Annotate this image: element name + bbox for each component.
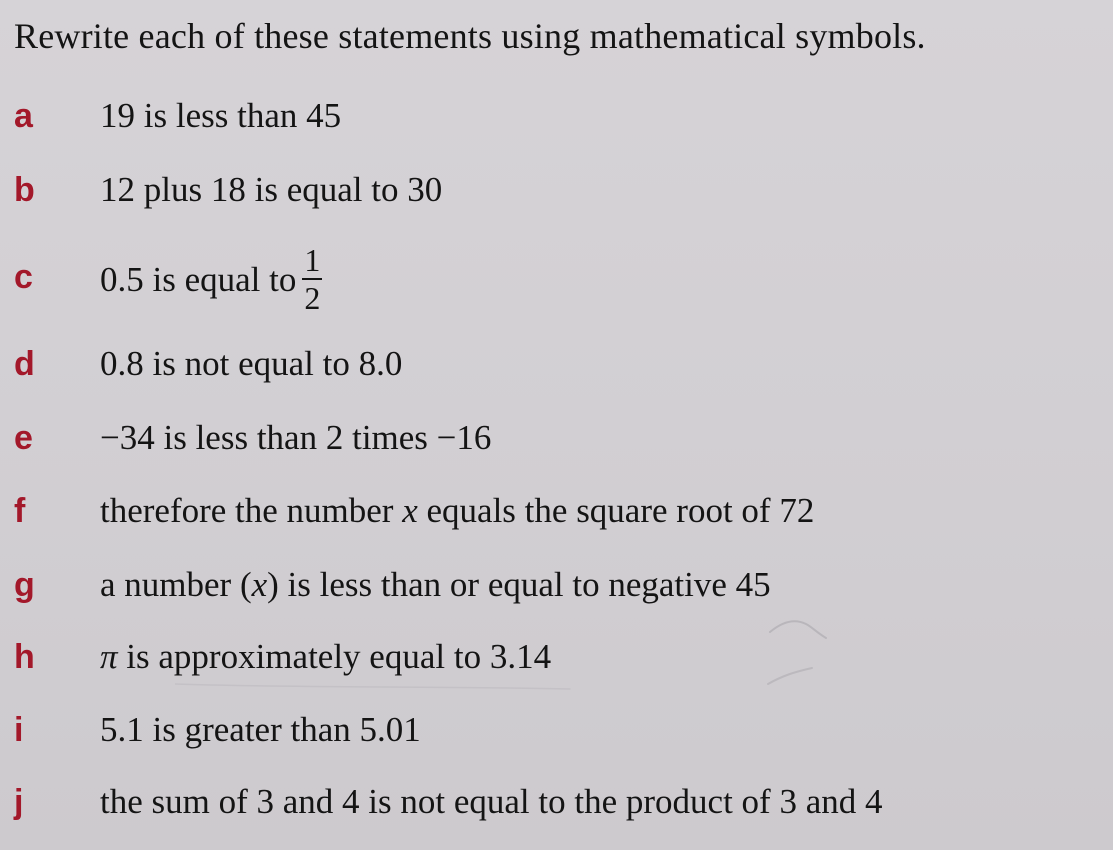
variable-x: x (251, 565, 268, 604)
fraction-numerator: 1 (304, 242, 321, 278)
question-g (0, 555, 1113, 615)
pencil-underline (175, 680, 575, 692)
question-text: the sum of 3 and 4 is not equal to the product of 3 and 4 (100, 782, 883, 821)
question-i (0, 700, 1113, 760)
question-letter: g (14, 566, 35, 604)
question-text: 0.8 is not equal to 8.0 (100, 344, 403, 383)
question-text: 12 plus 18 is equal to 30 (100, 170, 443, 209)
question-letter: h (14, 638, 35, 676)
question-letter: f (14, 492, 26, 530)
question-letter: b (14, 171, 35, 209)
question-text: 0.5 is equal to (100, 260, 297, 300)
question-text (100, 481, 814, 541)
question-text-wrapper (100, 242, 322, 319)
question-text: −34 is less than 2 times −16 (100, 418, 492, 457)
question-text (100, 627, 551, 687)
text-after: equals the square root of 72 (417, 491, 815, 530)
question-c (0, 242, 1113, 316)
question-b (0, 160, 1113, 220)
instruction-heading: Rewrite each of these statements using mathematical symbols. (14, 16, 926, 56)
fraction-denominator: 2 (304, 280, 321, 316)
pencil-mark-scribble (760, 610, 840, 690)
text-after: is approximately equal to 3.14 (117, 637, 552, 676)
question-text (100, 555, 771, 615)
question-letter: e (14, 419, 33, 457)
text-after: ) is less than or equal to negative 45 (267, 565, 771, 604)
question-h (0, 627, 1113, 687)
question-f (0, 481, 1113, 541)
text-before: therefore the number (100, 491, 403, 530)
text-before: a number ( (100, 565, 252, 604)
question-letter: c (14, 258, 33, 296)
question-letter: d (14, 345, 35, 383)
question-letter: i (14, 711, 24, 749)
question-text: 19 is less than 45 (100, 96, 342, 135)
question-letter: j (14, 783, 24, 821)
fraction-one-half (302, 243, 322, 315)
question-text: 5.1 is greater than 5.01 (100, 710, 421, 749)
question-d (0, 334, 1113, 394)
question-letter: a (14, 97, 33, 135)
question-j (0, 772, 1113, 832)
question-a (0, 86, 1113, 146)
variable-x: x (402, 491, 418, 530)
variable-pi: π (100, 637, 118, 676)
question-e (0, 408, 1113, 468)
